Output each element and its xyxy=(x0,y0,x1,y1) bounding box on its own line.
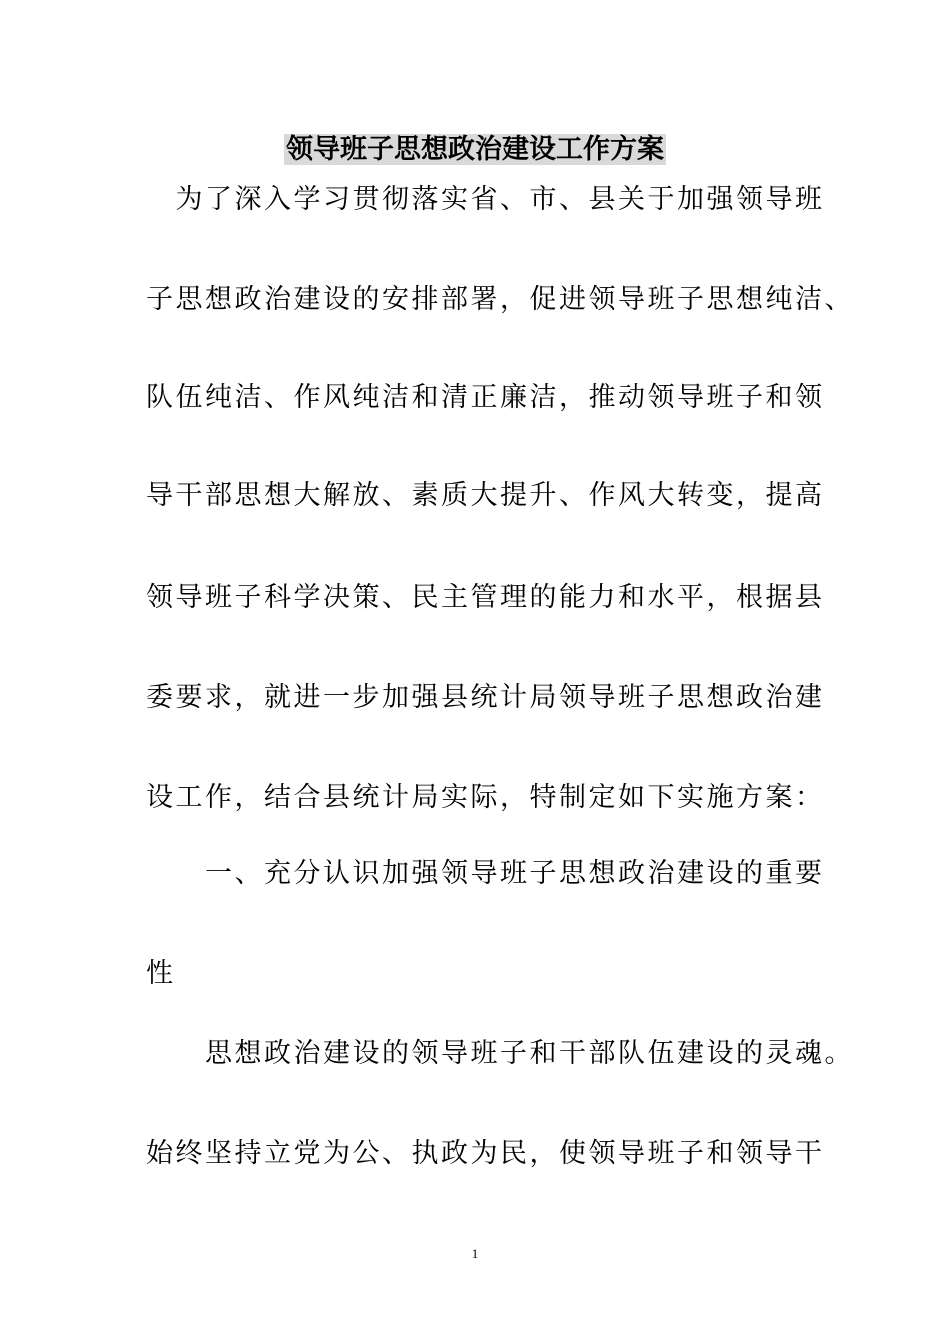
body-line-6: 委要求，就进一步加强县统计局领导班子思想政治建 xyxy=(146,682,825,713)
document-title xyxy=(0,130,950,170)
section-heading-line-2: 性 xyxy=(146,958,176,989)
section-heading-line-1: 一、充分认识加强领导班子思想政治建设的重要 xyxy=(146,858,825,889)
body-line-3: 队伍纯洁、作风纯洁和清正廉洁，推动领导班子和领 xyxy=(146,382,825,413)
body-line-8: 思想政治建设的领导班子和干部队伍建设的灵魂。 xyxy=(146,1038,854,1069)
body-line-1: 为了深入学习贯彻落实省、市、县关于加强领导班 xyxy=(146,184,825,215)
document-title-text: 领导班子思想政治建设工作方案 xyxy=(286,134,664,165)
body-line-2: 子思想政治建设的安排部署，促进领导班子思想纯洁、 xyxy=(146,284,854,315)
body-line-4: 导干部思想大解放、素质大提升、作风大转变，提高 xyxy=(146,480,825,511)
body-line-9: 始终坚持立党为公、执政为民，使领导班子和领导干 xyxy=(146,1138,825,1169)
body-line-5: 领导班子科学决策、民主管理的能力和水平，根据县 xyxy=(146,582,825,613)
page-number: 1 xyxy=(471,1246,479,1261)
body-line-7: 设工作，结合县统计局实际，特制定如下实施方案： xyxy=(146,782,825,813)
